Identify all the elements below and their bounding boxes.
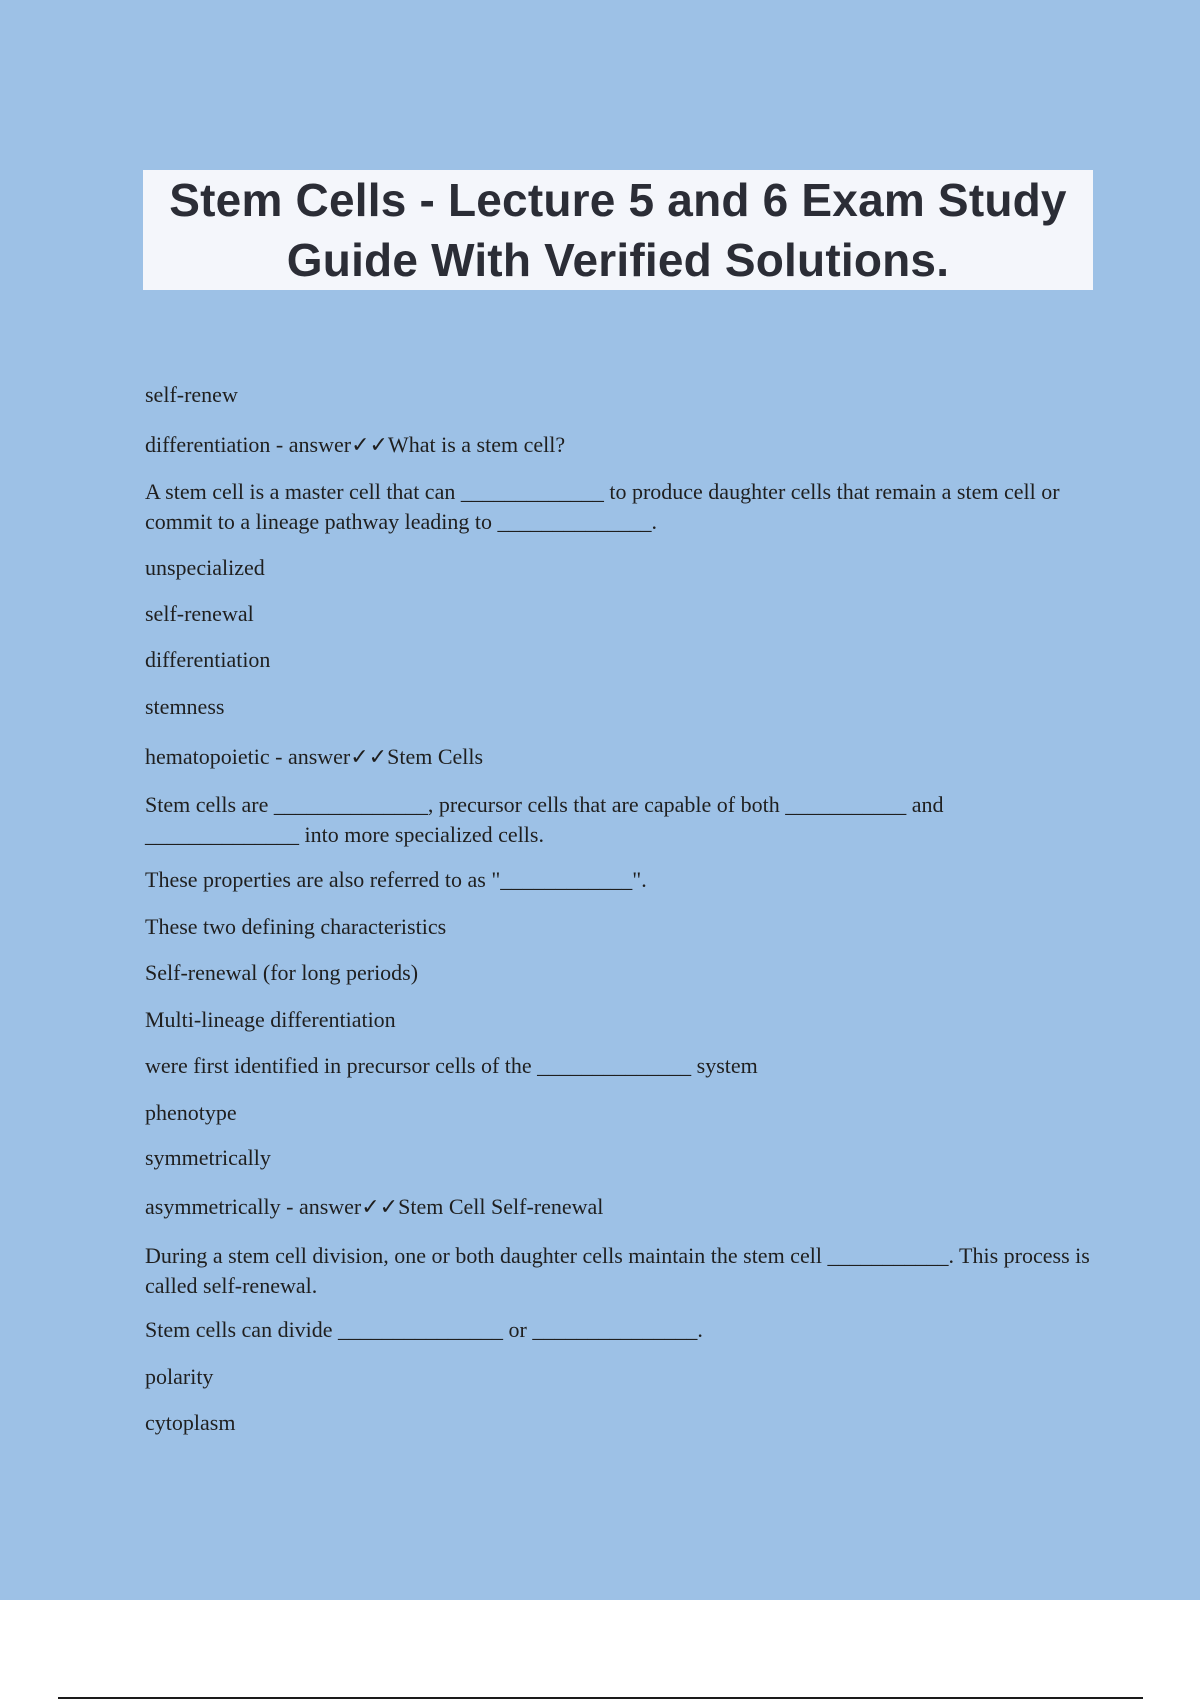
text-line: These properties are also referred to as "____________". — [145, 867, 647, 892]
text-line: phenotype — [145, 1100, 237, 1125]
title-banner — [143, 170, 1093, 290]
text-line: differentiation - answer✓✓What is a stem cell? — [145, 432, 566, 457]
text-line: stemness — [145, 694, 225, 719]
document-title: Stem Cells - Lecture 5 and 6 Exam Study Guide With Verified Solutions. — [169, 174, 1067, 286]
text-line: differentiation — [145, 647, 271, 672]
text-line: A stem cell is a master cell that can _____________ to produce daughter cells that remain a stem cell or commit to a lineage pathway leading to ______________. — [145, 479, 1060, 534]
text-line: Multi-lineage differentiation — [145, 1007, 396, 1032]
text-line: These two defining characteristics — [145, 914, 447, 939]
text-line: self-renew — [145, 382, 238, 407]
text-line: Stem cells can divide _______________ or _______________. — [145, 1317, 703, 1342]
text-line: hematopoietic - answer✓✓Stem Cells — [145, 744, 484, 769]
text-line: Self-renewal (for long periods) — [145, 960, 419, 985]
text-line: polarity — [145, 1364, 214, 1389]
text-line: During a stem cell division, one or both daughter cells maintain the stem cell ___________. This process is called self-renewal. — [145, 1243, 1090, 1298]
text-line: unspecialized — [145, 555, 265, 580]
text-line: cytoplasm — [145, 1410, 236, 1435]
text-line: were first identified in precursor cells of the ______________ system — [145, 1053, 758, 1078]
text-line: Stem cells are ______________, precursor cells that are capable of both ___________ and ______________ into more specialized cells. — [145, 792, 944, 847]
text-line: self-renewal — [145, 601, 254, 626]
text-line: asymmetrically - answer✓✓Stem Cell Self-renewal — [145, 1194, 604, 1219]
text-line: symmetrically — [145, 1145, 271, 1170]
page-divider — [58, 1697, 1143, 1699]
